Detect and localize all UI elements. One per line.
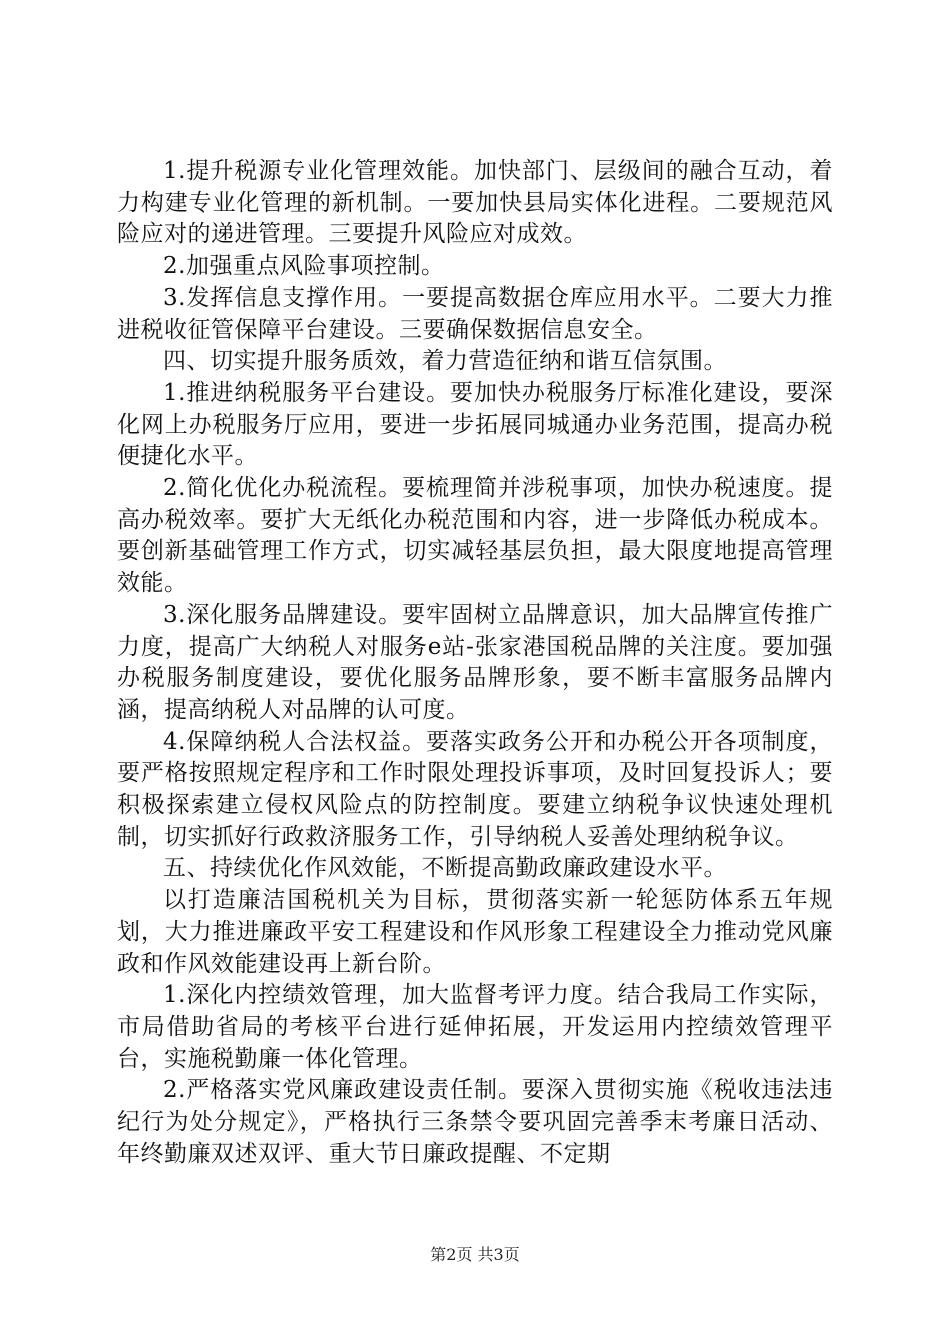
paragraph-6: 2.简化优化办税流程。要梳理简并涉税事项，加快办税速度。提高办税效率。要扩大无纸化办税范围和内容，进一步降低办税成本。要创新基础管理工作方式，切实减轻基层负担，最大限度地提高管理效能。 xyxy=(117,475,833,597)
paragraph-12: 2.严格落实党风廉政建设责任制。要深入贯彻实施《税收违法违纪行为处分规定》，严格执行三条禁令要巩固完善季末考廉日活动、年终勤廉双述双评、重大节日廉政提醒、不定期 xyxy=(117,1077,833,1167)
page-number-footer: 第2页 共3页 xyxy=(430,1245,520,1264)
paragraph-7: 3.深化服务品牌建设。要牢固树立品牌意识，加大品牌宣传推广力度，提高广大纳税人对服务e站-张家港国税品牌的关注度。要加强办税服务制度建设，要优化服务品牌形象，要不断丰富服务品牌内涵，提高纳税人对品牌的认可度。 xyxy=(117,601,833,723)
paragraph-3: 3.发挥信息支撑作用。一要提高数据仓库应用水平。二要大力推进税收征管保障平台建设。三要确保数据信息安全。 xyxy=(117,284,833,343)
paragraph-1: 1.提升税源专业化管理效能。加快部门、层级间的融合互动，着力构建专业化管理的新机制。一要加快县局实体化进程。二要规范风险应对的递进管理。三要提升风险应对成效。 xyxy=(117,158,833,248)
paragraph-8: 4.保障纳税人合法权益。要落实政务公开和办税公开各项制度，要严格按照规定程序和工作时限处理投诉事项，及时回复投诉人；要积极探索建立侵权风险点的防控制度。要建立纳税争议快速处理机制，切实抓好行政救济服务工作，引导纳税人妥善处理纳税争议。 xyxy=(117,728,833,850)
paragraph-10: 以打造廉洁国税机关为目标，贯彻落实新一轮惩防体系五年规划，大力推进廉政平安工程建设和作风形象工程建设全力推动党风廉政和作风效能建设再上新台阶。 xyxy=(117,887,833,977)
paragraph-11: 1.深化内控绩效管理，加大监督考评力度。结合我局工作实际，市局借助省局的考核平台进行延伸拓展，开发运用内控绩效管理平台，实施税勤廉一体化管理。 xyxy=(117,982,833,1072)
document-body xyxy=(117,156,833,1171)
section-heading-5: 五、持续优化作风效能，不断提高勤政廉政建设水平。 xyxy=(163,855,727,882)
section-heading-4: 四、切实提升服务质效，着力营造征纳和谐互信氛围。 xyxy=(163,348,727,375)
paragraph-2: 2.加强重点风险事项控制。 xyxy=(163,253,445,280)
paragraph-5: 1.推进纳税服务平台建设。要加快办税服务厅标准化建设，要深化网上办税服务厅应用，要进一步拓展同城通办业务范围，提高办税便捷化水平。 xyxy=(117,379,833,470)
